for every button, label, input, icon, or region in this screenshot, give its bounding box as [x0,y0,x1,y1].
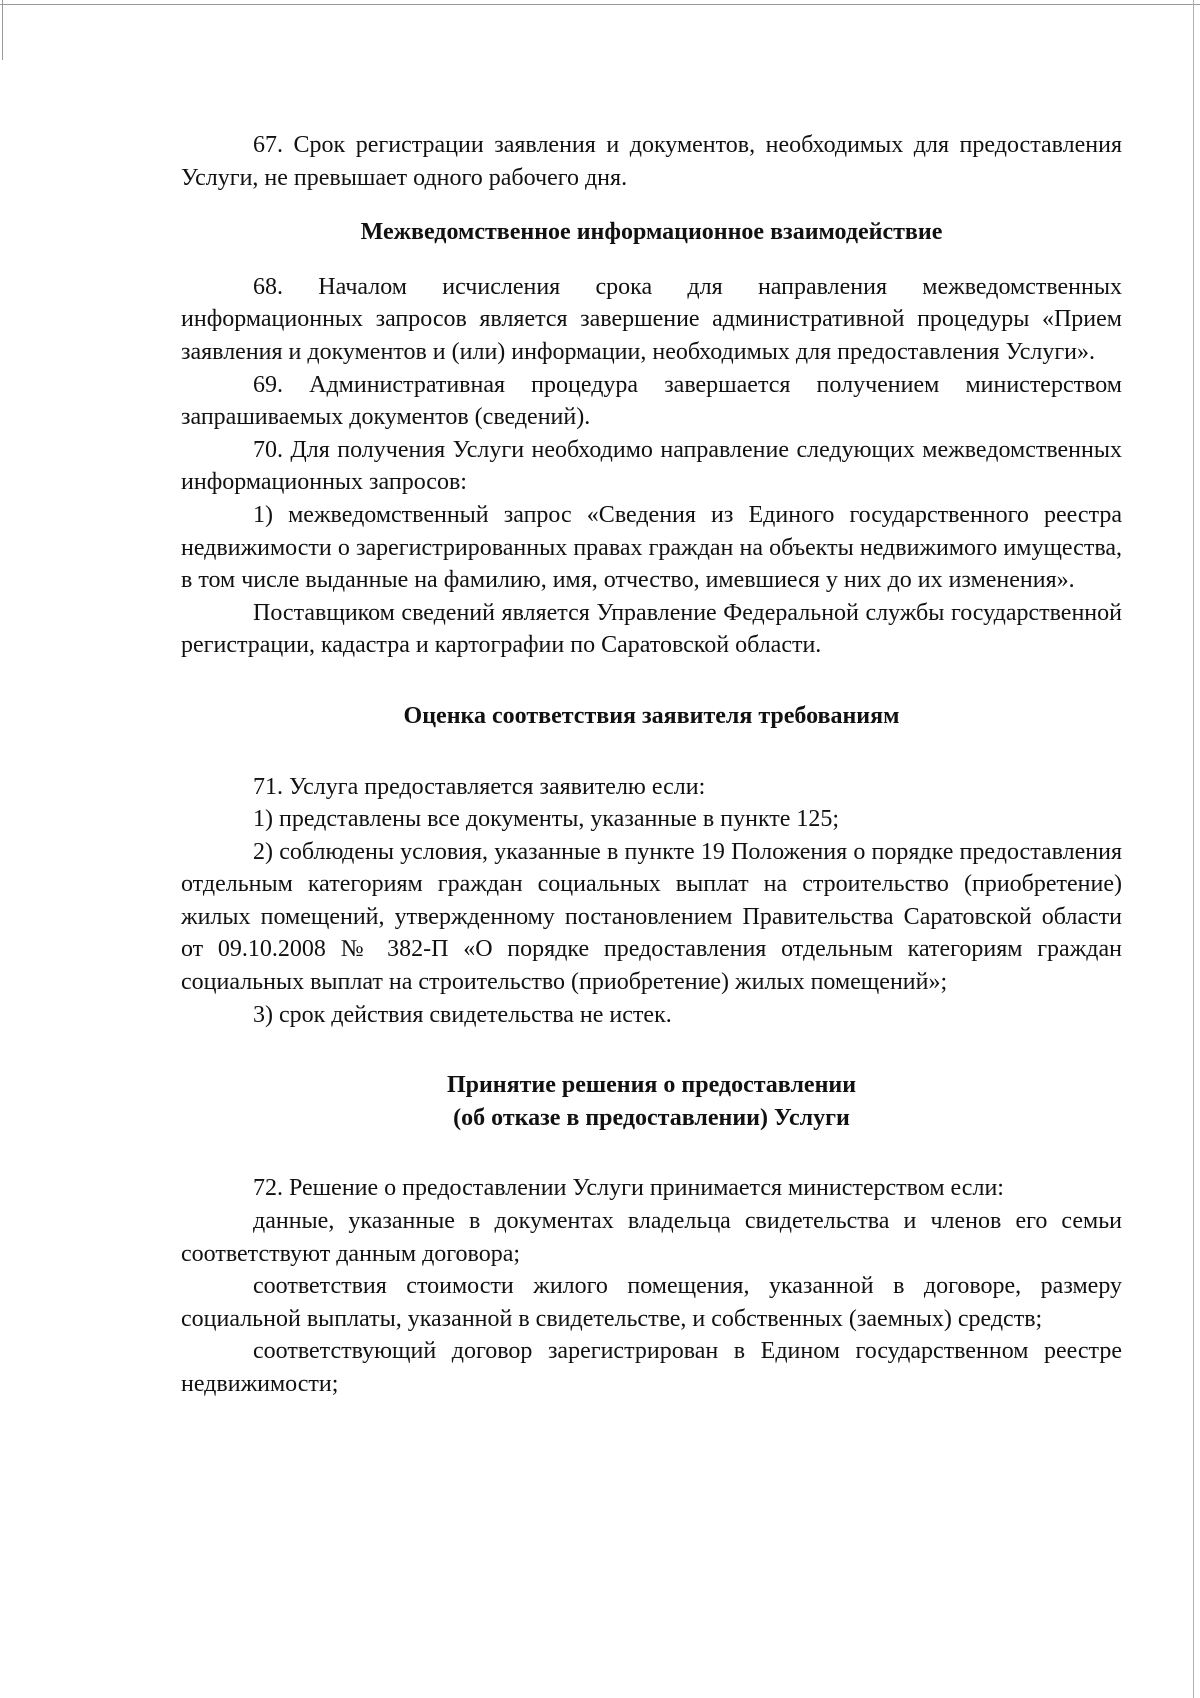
paragraph-70-item-1: 1) межведомственный запрос «Сведения из Единого государственного реестра недвижимости о зарегистрированных правах граждан на объекты недвижимого имущества, в том числе выданные на фамилию, имя, отчество, имевшиеся у них до их изменения». [181,501,1122,594]
section-heading-decision-line-2: (об отказе в предоставлении) Услуги [453,1104,850,1131]
paragraph-71: 71. Услуга предоставляется заявителю если: [253,773,706,800]
scan-border-top [0,4,1200,5]
paragraph-72-condition-3: соответствующий договор зарегистрирован в Едином государственном реестре недвижимости; [181,1338,1122,1397]
spacer [181,733,1122,771]
paragraph-70: 70. Для получения Услуги необходимо направление следующих межведомственных информационных запросов: [181,436,1122,496]
section-heading-decision [181,1069,1122,1134]
paragraph-68: 68. Началом исчисления срока для направления межведомственных информационных запросов является завершение административной процедуры «Прием заявления и документов и (или) информации, необходимых для предоставления Услуги». [181,273,1122,365]
paragraph-72-condition-2: соответствия стоимости жилого помещения, указанной в договоре, размеру социальной выплаты, указанной в свидетельстве, и собственных (заемных) средств; [181,1273,1122,1332]
paragraph-71-item-2: 2) соблюдены условия, указанные в пункте 19 Положения о порядке предоставления отдельным категориям граждан социальных выплат на строительство (приобретение) жилых помещений, утвержденному постановлением Правительства Саратовской области от 09.10.2008 № 382-П «О порядке предоставления отдельным категориям граждан социальных выплат на строительство (приобретение) жилых помещений»; [181,838,1122,996]
paragraph-71-item-3: 3) срок действия свидетельства не истек. [253,1001,672,1028]
spacer [181,194,1122,216]
paragraph-71-item-1: 1) представлены все документы, указанные в пункте 125; [253,806,840,833]
spacer [181,249,1122,271]
paragraph-67: 67. Срок регистрации заявления и документов, необходимых для предоставления Услуги, не превышает одного рабочего дня. [181,132,1122,191]
section-heading-assessment: Оценка соответствия заявителя требованиям [403,702,900,729]
document-body [181,129,1122,1401]
section-heading-decision-line-1: Принятие решения о предоставлении [446,1072,857,1099]
spacer [181,1134,1122,1172]
spacer [181,662,1122,700]
paragraph-provider: Поставщиком сведений является Управление Федеральной службы государственной регистрации, кадастра и картографии по Саратовской области. [181,599,1122,659]
spacer [181,1031,1122,1069]
paragraph-69: 69. Административная процедура завершается получением министерством запрашиваемых документов (сведений). [181,371,1122,431]
section-heading-interagency: Межведомственное информационное взаимодействие [360,219,943,246]
paragraph-72: 72. Решение о предоставлении Услуги принимается министерством если: [253,1175,1004,1202]
paragraph-72-condition-1: данные, указанные в документах владельца свидетельства и членов его семьи соответствуют данным договора; [181,1208,1122,1267]
scan-border-left [2,0,3,60]
scan-border-right [1193,0,1194,1698]
